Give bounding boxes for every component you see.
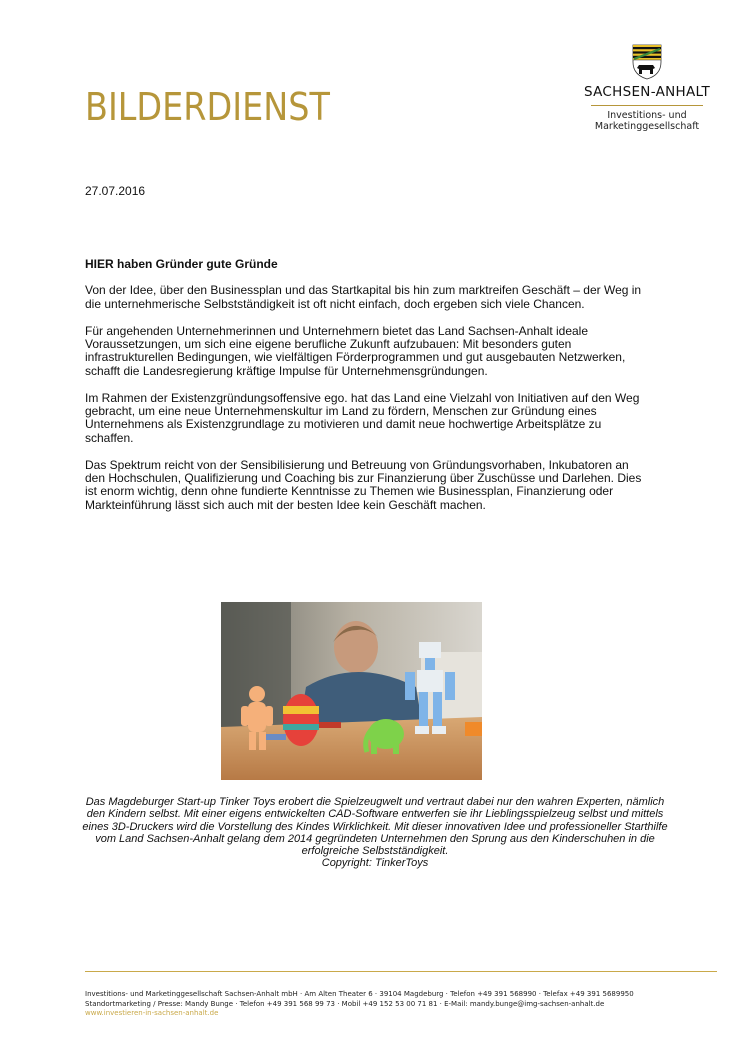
article-body xyxy=(85,258,645,526)
logo-divider xyxy=(591,105,703,106)
footer-address: Investitions- und Marketinggesellschaft Sachsen-Anhalt mbH · Am Alten Theater 6 · 39104 Magdeburg · Telefon +49 391 568990 · Telefax +49 391 5689950 xyxy=(85,990,634,998)
paragraph: Im Rahmen der Existenzgründungsoffensive ego. hat das Land eine Vielzahl von Initiativen auf den Weg gebracht, um eine neue Unternehmenskultur im Land zu fördern, Menschen zur Gründung eines Unternehmens als Existenzgrundlage zu motivieren und damit neue hochwertige Arbeitsplätze zu schaffen. xyxy=(85,390,640,445)
photo-copyright: Copyright: TinkerToys xyxy=(321,857,429,870)
photo-caption xyxy=(80,796,670,870)
sachsen-anhalt-logo xyxy=(572,44,722,132)
logo-subtitle-1: Investitions- und xyxy=(607,110,687,121)
footer-website-link[interactable]: www.investieren-in-sachsen-anhalt.de xyxy=(85,1009,219,1018)
footer-divider xyxy=(85,971,717,972)
article-headline: HIER haben Gründer gute Gründe xyxy=(85,257,278,271)
photo-illustration xyxy=(221,602,482,780)
logo-subtitle-2: Marketinggesellschaft xyxy=(594,121,700,132)
paragraph: Für angehenden Unternehmerinnen und Unternehmern bietet das Land Sachsen-Anhalt ideale Voraussetzungen, um sich eine eigene berufliche Zukunft aufzubauen: Mit besonders guten infrastrukturellen Bedingungen, wie vielfältigen Förderprogrammen und gut ausgebauten Netzwerken, schafft die Landesregierung kräftige Impulse für Unternehmensgründungen. xyxy=(85,323,626,378)
article-photo xyxy=(221,602,482,780)
logo-wordmark: SACHSEN-ANHALT xyxy=(584,84,710,100)
footer-contact: Standortmarketing / Presse: Mandy Bunge · Telefon +49 391 568 99 73 · Mobil +49 152 53 00 71 81 · E-Mail: mandy.bunge@img-sachsen-anhalt.de xyxy=(85,999,605,1008)
paragraph: Von der Idee, über den Businessplan und das Startkapital bis hin zum marktreifen Geschäft – der Weg in die unternehmerische Selbstständigkeit ist oft nicht einfach, doch ergeben sich viele Chancen. xyxy=(85,283,642,311)
page-title: BILDERDIENST xyxy=(85,85,330,129)
paragraph: Das Spektrum reicht von der Sensibilisierung und Betreuung von Gründungsvorhaben, Inkubatoren an den Hochschulen, Qualifizierung und Coaching bis zur Finanzierung über Zuschüsse und Darlehen. Dies ist enorm wichtig, denn ohne fundierte Kenntnisse zu Themen wie Businessplan, Finanzierung oder Markteinführung lässt sich auch mit der besten Idee kein Geschäft machen. xyxy=(85,457,642,512)
coat-of-arms-icon xyxy=(632,44,662,80)
footer xyxy=(85,990,725,1019)
document-date: 27.07.2016 xyxy=(85,184,146,198)
caption-text: Das Magdeburger Start-up Tinker Toys erobert die Spielzeugwelt und vertraut dabei nur den wahren Experten, nämlich den Kindern selbst. Mit einer eigens entwickelten CAD-Software entwerfen sie ihr Lieblingsspielzeug selbst und mittels eines 3D-Druckers wird die Vorstellung des Kindes Wirklichkeit. Mit dieser innovativen Idee und professioneller Starthilfe vom Land Sachsen-Anhalt gelang dem 2014 gegründeten Unternehmen den Sprung aus den Kinderschuhen in die erfolgreiche Selbstständigkeit. xyxy=(82,796,668,858)
